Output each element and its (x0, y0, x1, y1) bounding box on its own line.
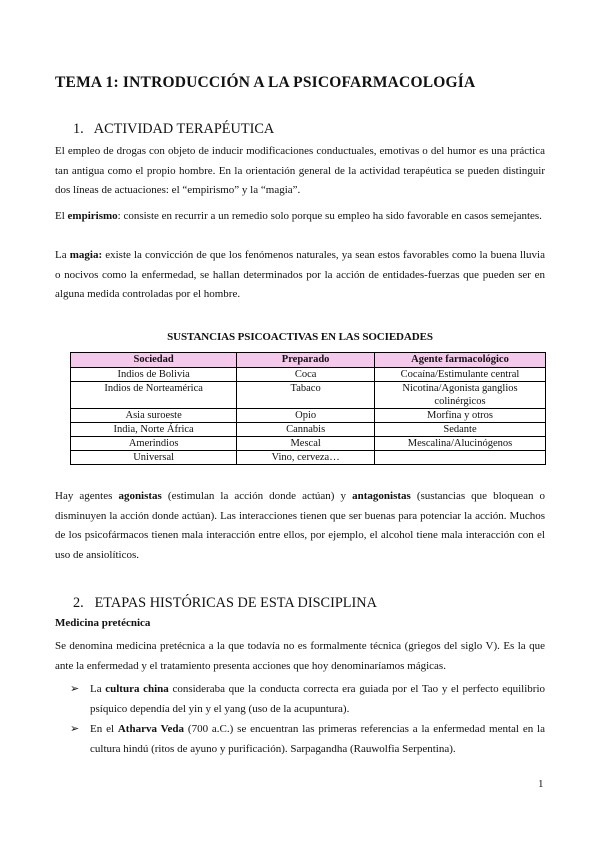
table-cell: Indios de Bolivia (71, 368, 237, 382)
atharva-veda-term: Atharva Veda (117, 723, 185, 735)
subheading-medicina-pretecnica: Medicina pretécnica (55, 617, 151, 629)
section-1-title: ACTIVIDAD TERAPÉUTICA (93, 121, 275, 137)
document-title: TEMA 1: INTRODUCCIÓN A LA PSICOFARMACOLOGÍA (55, 74, 476, 91)
agonistas-term: agonistas (118, 490, 162, 502)
agonists-text-1: Hay agentes (55, 490, 119, 502)
section-1-heading (73, 121, 274, 138)
bullet-rest: (700 a.C.) se encuentran las primeras referencias a la enfermedad mental en la cultura hindú (ritos de ayuno y purificación). Sarpagandha (Rauwolfia Serpentina). (90, 723, 545, 755)
agonists-text-2: (estimulan la acción donde actúan) y (161, 490, 353, 502)
table-cell: Mescalina/Alucinógenos (375, 437, 546, 451)
table-header-row (71, 353, 546, 368)
bullet-item-cultura-china (70, 680, 545, 719)
bullet-rest: consideraba que la conducta correcta era guiada por el Tao y el perfecto equilibrio psíquico dependía del yin y el yang (uso de la acupuntura). (90, 683, 545, 715)
table-row (71, 451, 546, 465)
arrow-bullet-icon: ➢ (70, 723, 80, 735)
section-2-number: 2. (73, 595, 84, 611)
bullet-item-atharva-veda (70, 720, 545, 759)
bullet-text (70, 680, 545, 719)
section-1-paragraph-magia (55, 246, 545, 305)
table-cell: Universal (71, 451, 237, 465)
antagonistas-term: antagonistas (352, 490, 411, 502)
section-1-paragraph-empirismo (55, 207, 545, 227)
table-row (71, 423, 546, 437)
table-cell: Opio (237, 409, 375, 423)
magia-definition: existe la convicción de que los fenómenos naturales, ya sean estos favorables como la buena lluvia o nocivos como la enfermedad, se hallan determinados por la acción de entidades-fuerzas que pueden ser en alguna medida controladas por el hombre. (55, 249, 545, 301)
table-cell: Tabaco (237, 382, 375, 409)
table-cell: Sedante (375, 423, 546, 437)
bullet-prefix: La (90, 683, 106, 695)
table-cell: Nicotina/Agonista ganglios colinérgicos (375, 382, 546, 409)
table-row (71, 437, 546, 451)
empirismo-prefix: El (55, 210, 68, 222)
table-header: Agente farmacológico (375, 353, 546, 368)
table-cell: Amerindios (71, 437, 237, 451)
table-row (71, 409, 546, 423)
table-cell: Asia suroeste (71, 409, 237, 423)
table-row (71, 382, 546, 409)
section-2-heading (73, 595, 377, 612)
table-cell: Cannabis (237, 423, 375, 437)
table-cell: Cocaína/Estimulante central (375, 368, 546, 382)
bullet-text (70, 720, 545, 759)
agonists-paragraph (55, 487, 545, 565)
table-header: Sociedad (71, 353, 237, 368)
table-row (71, 368, 546, 382)
empirismo-definition: : consiste en recurrir a un remedio solo porque su empleo ha sido favorable en casos semejantes. (117, 210, 542, 222)
table-title: SUSTANCIAS PSICOACTIVAS EN LAS SOCIEDADES (167, 331, 433, 343)
magia-term: magia: (69, 249, 103, 261)
bullet-prefix: En el (90, 723, 118, 735)
table-cell: Mescal (237, 437, 375, 451)
page-number: 1 (538, 778, 544, 790)
table-cell: Coca (237, 368, 375, 382)
section-1-number: 1. (73, 121, 84, 137)
table-cell (375, 451, 546, 465)
empirismo-term: empirismo (67, 210, 118, 222)
table-cell: Indios de Norteamérica (71, 382, 237, 409)
table-cell: India, Norte África (71, 423, 237, 437)
table-header: Preparado (237, 353, 375, 368)
table-cell: Morfina y otros (375, 409, 546, 423)
arrow-bullet-icon: ➢ (70, 683, 80, 695)
cultura-china-term: cultura china (105, 683, 169, 695)
magia-prefix: La (55, 249, 70, 261)
table-cell: Vino, cerveza… (237, 451, 375, 465)
agonists-text-3: (sustancias que bloquean o disminuyen la acción donde actúan). Las interacciones tienen que ser buenas para potenciar la acción. Muchos de los psicofármacos tienen mala interacción entre ellos, por ejemplo, el alcohol tiene mala interacción con el uso de ansiolíticos. (55, 490, 546, 561)
section-2-paragraph-1: Se denomina medicina pretécnica a la que todavía no es formalmente técnica (griegos del siglo V). Es la que ante la enfermedad y el tratamiento presenta acciones que hoy denominaríamos mágicas. (55, 640, 545, 672)
substances-table (70, 352, 546, 465)
section-2-title: ETAPAS HISTÓRICAS DE ESTA DISCIPLINA (94, 595, 377, 611)
section-1-paragraph-1: El empleo de drogas con objeto de inducir modificaciones conductuales, emotivas o del humor es una práctica tan antigua como el propio hombre. En la orientación general de la actividad terapéutica se pueden distinguir dos líneas de actuaciones: el “empirismo” y la “magia”. (55, 145, 545, 197)
